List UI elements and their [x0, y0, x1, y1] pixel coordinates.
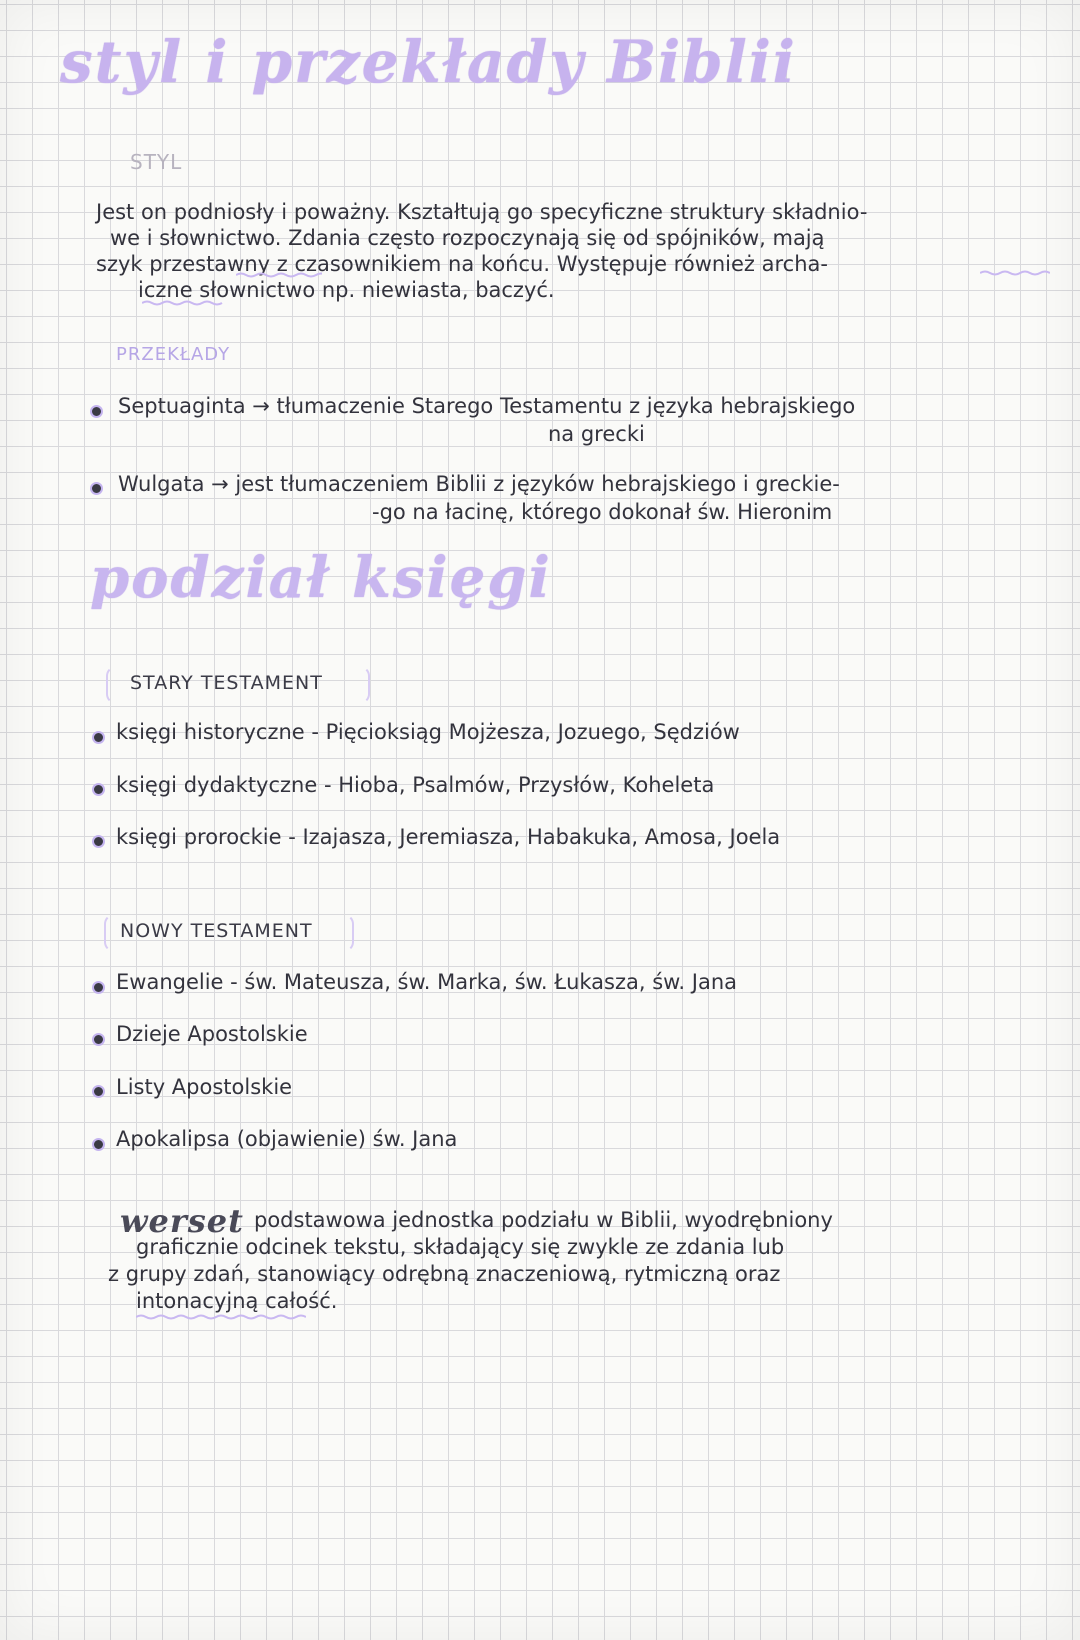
bullet-dot — [92, 1085, 105, 1098]
definition-line-3: z grupy zdań, stanowiący odrębną znaczeniową, rytmiczną oraz — [108, 1262, 781, 1286]
translation-item-2: Wulgata → jest tłumaczeniem Biblii z języków hebrajskiego i greckie- — [118, 472, 840, 496]
definition-line-2: graficznie odcinek tekstu, składający się zwykle ze zdania lub — [136, 1235, 785, 1259]
definition-line-1: podstawowa jednostka podziału w Biblii, wyodrębniony — [254, 1208, 833, 1232]
translation-item-1-cont: na grecki — [548, 422, 645, 446]
new-testament-item-3: Listy Apostolskie — [116, 1075, 293, 1099]
style-line-4: iczne słownictwo np. niewiasta, baczyć. — [138, 278, 555, 302]
bullet-dot — [90, 405, 103, 418]
main-heading: styl i przekłady Biblii — [60, 28, 797, 96]
style-line-1: Jest on podniosły i poważny. Kształtują go specyficzne struktury składnio- — [96, 200, 868, 224]
translations-label: PRZEKŁADY — [116, 344, 231, 365]
style-label: STYL — [130, 150, 183, 174]
division-heading: podział księgi — [90, 545, 552, 611]
new-testament-label: NOWY TESTAMENT — [120, 920, 313, 942]
bullet-dot — [92, 783, 105, 796]
old-testament-label: STARY TESTAMENT — [130, 672, 323, 694]
definition-term: werset — [120, 1202, 244, 1240]
new-testament-item-1: Ewangelie - św. Mateusza, św. Marka, św. Łukasza, św. Jana — [116, 970, 738, 994]
translation-item-2-cont: -go na łacinę, którego dokonał św. Hieronim — [372, 500, 833, 524]
bullet-dot — [92, 731, 105, 744]
old-testament-item-2: księgi dydaktyczne - Hioba, Psalmów, Przysłów, Koheleta — [116, 773, 715, 797]
definition-line-4: intonacyjną całość. — [136, 1289, 338, 1313]
new-testament-item-4: Apokalipsa (objawienie) św. Jana — [116, 1127, 458, 1151]
style-line-3: szyk przestawny z czasownikiem na końcu. Występuje również archa- — [96, 252, 828, 276]
old-testament-item-1: księgi historyczne - Pięcioksiąg Mojżesza, Jozuego, Sędziów — [116, 720, 740, 744]
style-underline-2 — [980, 270, 1050, 276]
bullet-dot — [92, 1138, 105, 1151]
definition-underline — [136, 1314, 306, 1320]
new-testament-item-2: Dzieje Apostolskie — [116, 1022, 308, 1046]
translation-item-1: Septuaginta → tłumaczenie Starego Testamentu z języka hebrajskiego — [118, 394, 856, 418]
style-line-2: we i słownictwo. Zdania często rozpoczynają się od spójników, mają — [110, 226, 825, 250]
style-underline-3 — [142, 300, 224, 306]
style-underline — [236, 272, 322, 278]
bullet-dot — [92, 1033, 105, 1046]
old-testament-item-3: księgi prorockie - Izajasza, Jeremiasza, Habakuka, Amosa, Joela — [116, 825, 781, 849]
bullet-dot — [90, 482, 103, 495]
bullet-dot — [92, 835, 105, 848]
bullet-dot — [92, 981, 105, 994]
